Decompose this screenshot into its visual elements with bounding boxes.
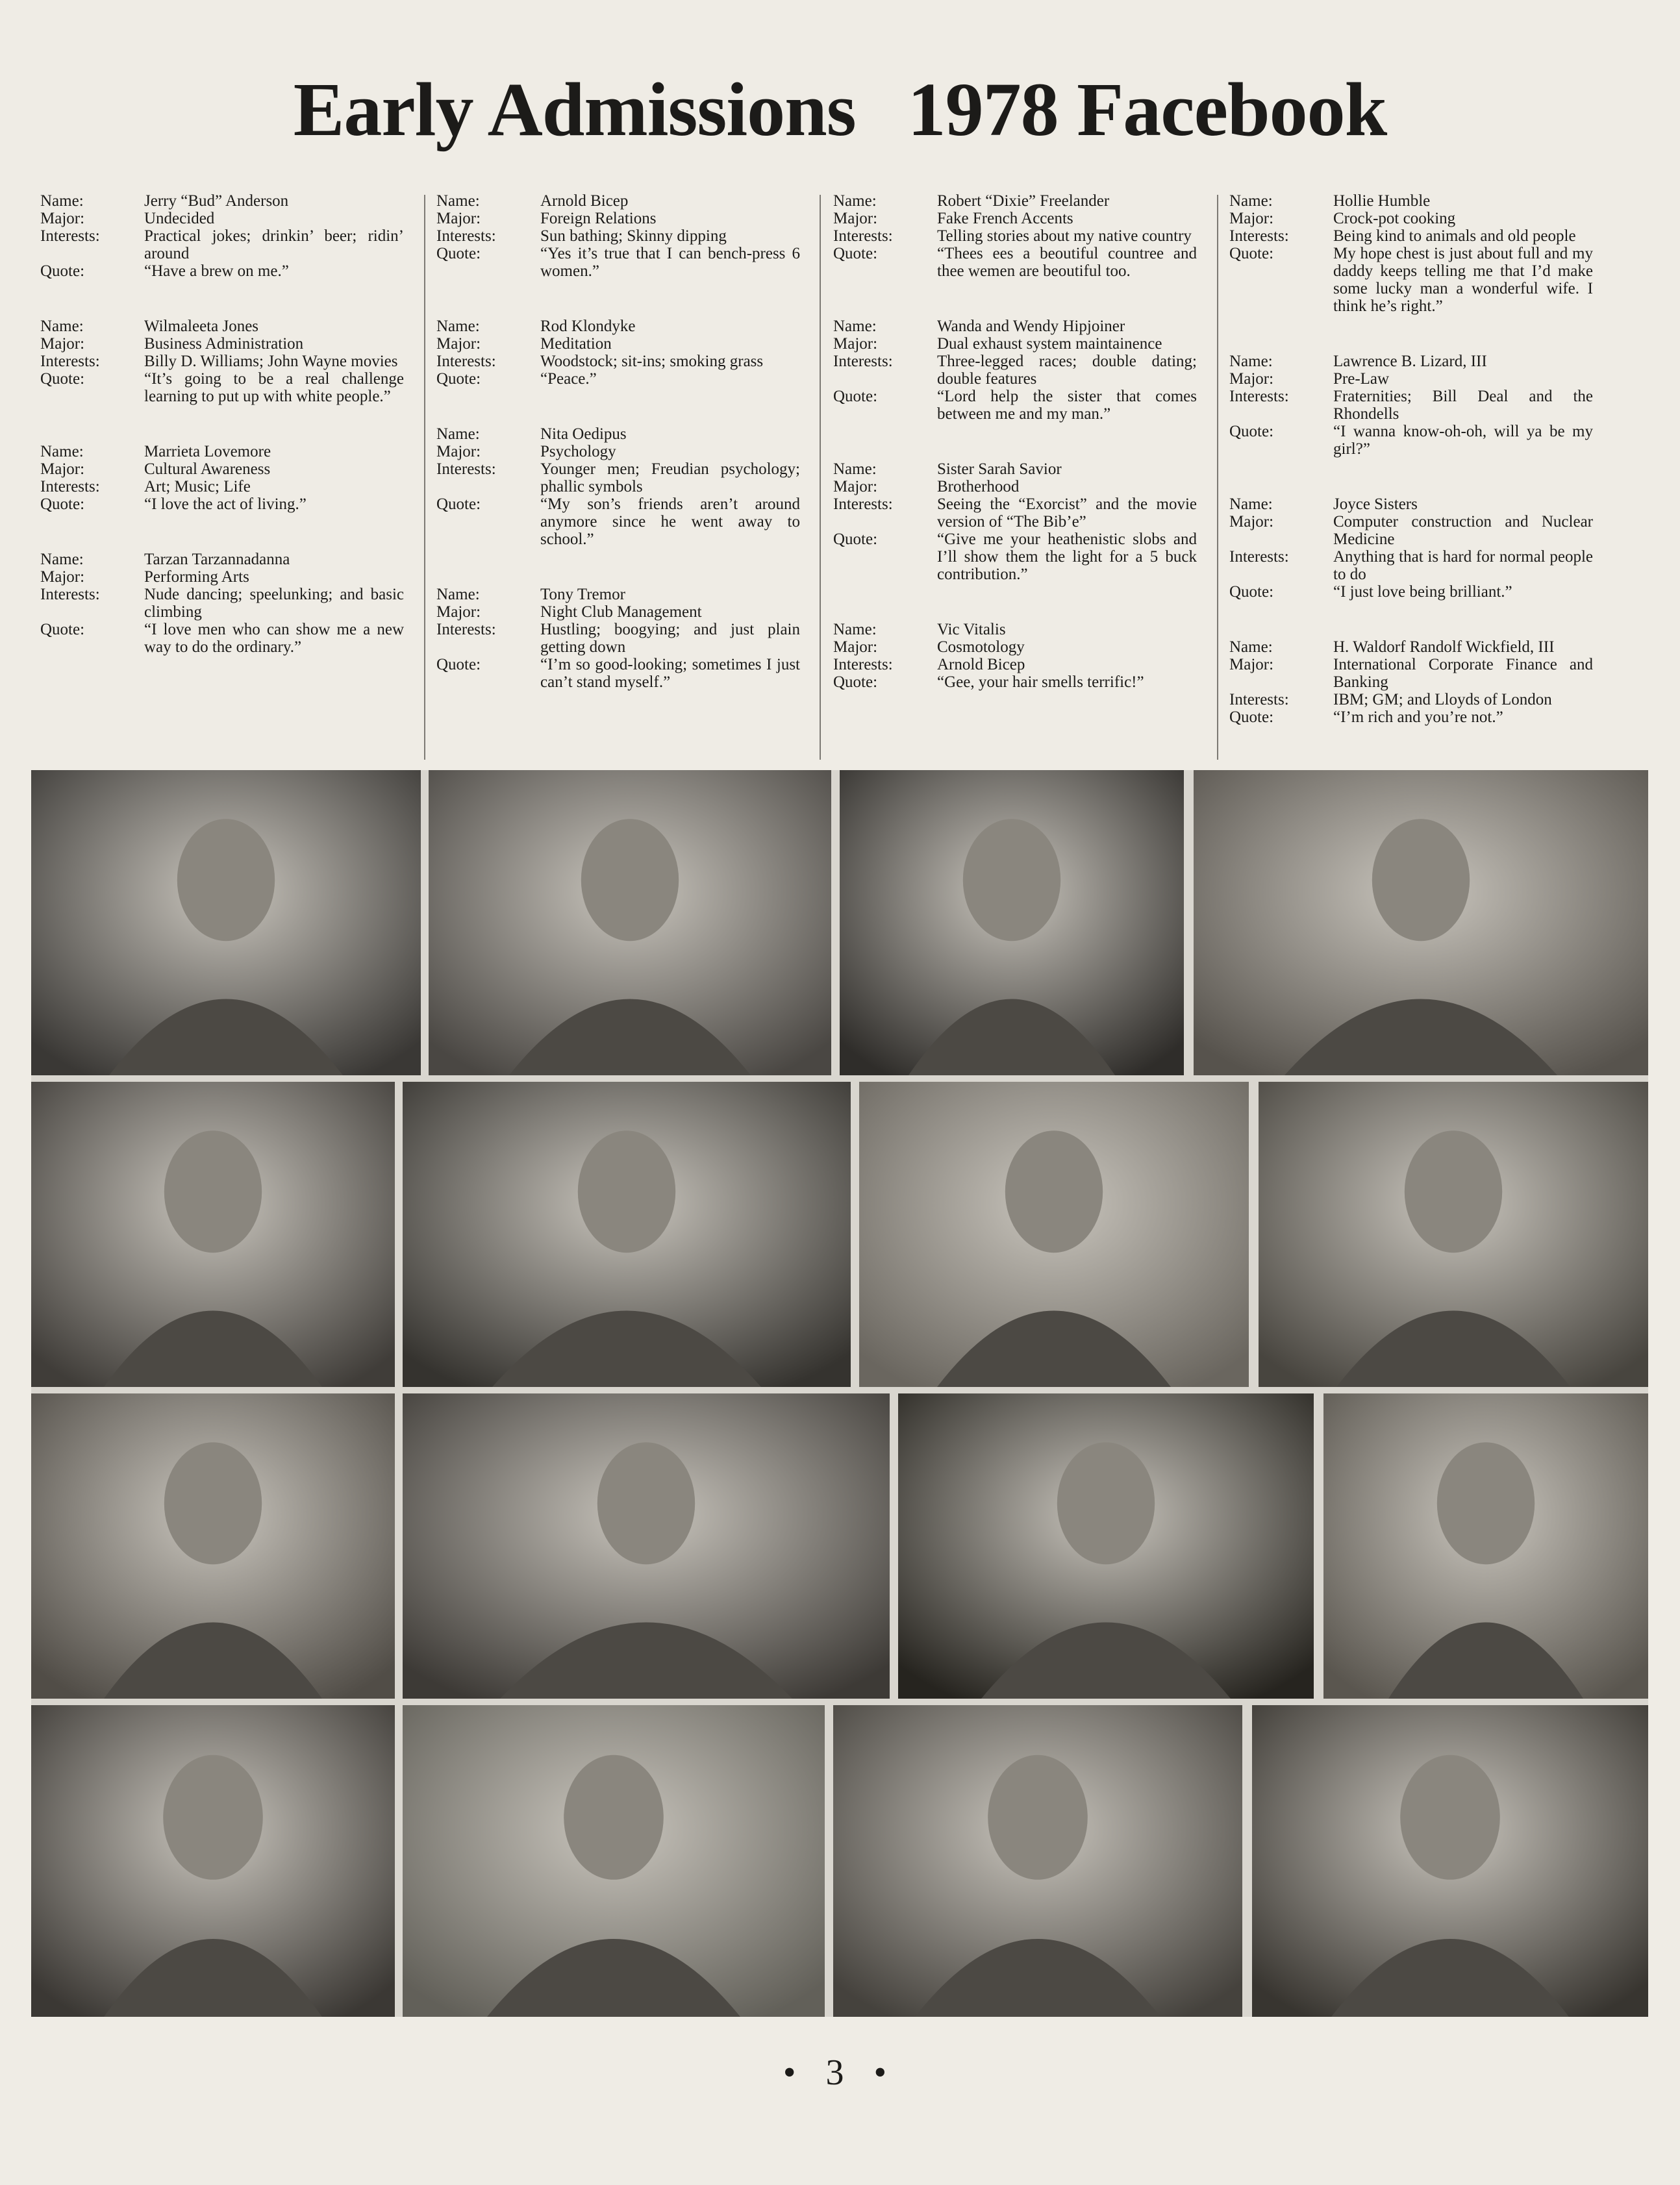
title-part-2: 1978 Facebook (907, 67, 1387, 152)
profile-interests: Anything that is hard for normal people to do (1333, 548, 1593, 583)
name-label: Name: (40, 551, 84, 568)
interests-label: Interests: (40, 227, 100, 245)
profile-interests: Art; Music; Life (144, 478, 251, 495)
hooded-figure-photo (898, 1393, 1314, 1699)
name-label: Name: (40, 443, 84, 460)
quote-label: Quote: (833, 673, 878, 691)
profile-major: Dual exhaust system maintainence (937, 335, 1162, 353)
interests-label: Interests: (40, 353, 100, 370)
quote-label: Quote: (1229, 583, 1274, 601)
profile-name: Marrieta Lovemore (144, 443, 271, 460)
name-label: Name: (1229, 192, 1273, 210)
profile-name: Nita Oedipus (540, 425, 627, 443)
weightlifter-photo (31, 770, 421, 1075)
interests-label: Interests: (40, 586, 100, 603)
profile-name: Tony Tremor (540, 586, 625, 603)
major-label: Major: (40, 210, 85, 227)
profile-major: International Corporate Finance and Banking (1333, 656, 1593, 691)
bikini-twins-photo (859, 1082, 1249, 1387)
profile-major: Foreign Relations (540, 210, 657, 227)
major-label: Major: (833, 638, 878, 656)
quote-label: Quote: (436, 656, 481, 673)
interests-label: Interests: (436, 621, 496, 638)
major-label: Major: (40, 335, 85, 353)
profile-quote: “I just love being brilliant.” (1333, 583, 1512, 601)
profile-entry (40, 318, 404, 405)
profile-quote: “I’m rich and you’re not.” (1333, 708, 1503, 726)
name-label: Name: (1229, 353, 1273, 370)
smiling-woman-scarf-photo (403, 1393, 890, 1699)
profile-interests: Being kind to animals and old people (1333, 227, 1576, 245)
profile-entry (833, 460, 1197, 583)
major-label: Major: (833, 335, 878, 353)
quote-label: Quote: (1229, 708, 1274, 726)
profile-name: Arnold Bicep (540, 192, 629, 210)
profile-interests: Woodstock; sit-ins; smoking grass (540, 353, 764, 370)
quote-label: Quote: (1229, 423, 1274, 440)
profile-entry (436, 425, 800, 548)
page-number: • 3 • (783, 2053, 897, 2093)
profile-major: Undecided (144, 210, 215, 227)
quote-label: Quote: (40, 370, 85, 388)
profile-interests: Arnold Bicep (937, 656, 1025, 673)
profile-major: Psychology (540, 443, 616, 460)
curly-woman-photo (31, 1082, 395, 1387)
profile-column-3 (833, 192, 1197, 729)
quote-label: Quote: (436, 370, 481, 388)
profile-entry (833, 621, 1197, 691)
major-label: Major: (1229, 513, 1274, 531)
profile-interests: Billy D. Williams; John Wayne movies (144, 353, 398, 370)
major-label: Major: (833, 210, 878, 227)
photo-collage (31, 770, 1648, 2017)
profile-name: Lawrence B. Lizard, III (1333, 353, 1487, 370)
profile-quote: “I love the act of living.” (144, 495, 307, 513)
major-label: Major: (40, 460, 85, 478)
profile-name: Joyce Sisters (1333, 495, 1418, 513)
profile-entry (833, 192, 1197, 280)
interests-label: Interests: (40, 478, 100, 495)
profile-name: Rod Klondyke (540, 318, 636, 335)
name-label: Name: (833, 318, 877, 335)
name-label: Name: (436, 192, 480, 210)
quote-label: Quote: (40, 495, 85, 513)
interests-label: Interests: (1229, 691, 1289, 708)
major-label: Major: (40, 568, 85, 586)
profile-major: Brotherhood (937, 478, 1020, 495)
bodybuilder-photo (429, 770, 831, 1075)
name-label: Name: (40, 192, 84, 210)
profile-name: H. Waldorf Randolf Wickfield, III (1333, 638, 1555, 656)
profile-interests: Practical jokes; drinkin’ beer; ridin’ around (144, 227, 404, 262)
profile-interests: Fraternities; Bill Deal and the Rhondells (1333, 388, 1593, 423)
profile-major: Fake French Accents (937, 210, 1073, 227)
major-label: Major: (436, 335, 481, 353)
interests-label: Interests: (833, 495, 893, 513)
interests-label: Interests: (436, 227, 496, 245)
profile-name: Robert “Dixie” Freelander (937, 192, 1110, 210)
quote-label: Quote: (40, 621, 85, 638)
profile-entry (1229, 495, 1593, 601)
name-label: Name: (436, 586, 480, 603)
profile-major: Crock-pot cooking (1333, 210, 1456, 227)
column-divider (820, 195, 821, 760)
profile-name: Wilmaleeta Jones (144, 318, 259, 335)
interests-label: Interests: (833, 227, 893, 245)
profile-name: Sister Sarah Savior (937, 460, 1062, 478)
interests-label: Interests: (1229, 388, 1289, 405)
quote-label: Quote: (833, 388, 878, 405)
profile-interests: Sun bathing; Skinny dipping (540, 227, 727, 245)
column-divider (1217, 195, 1218, 760)
profile-quote: “It’s going to be a real challenge learning to put up with white people.” (144, 370, 404, 405)
profile-entry (436, 318, 800, 388)
leaning-woman-photo (31, 1393, 395, 1699)
profile-quote: “Gee, your hair smells terrific!” (937, 673, 1144, 691)
profile-entry (40, 192, 404, 280)
page-title (0, 68, 1680, 152)
interests-label: Interests: (833, 353, 893, 370)
profile-name: Wanda and Wendy Hipjoiner (937, 318, 1125, 335)
major-label: Major: (436, 603, 481, 621)
profile-quote: “I’m so good-looking; sometimes I just can’t stand myself.” (540, 656, 800, 691)
profile-entry (436, 586, 800, 691)
profile-entry (1229, 353, 1593, 458)
column-divider (424, 195, 425, 760)
major-label: Major: (833, 478, 878, 495)
interests-label: Interests: (833, 656, 893, 673)
profile-major: Cosmotology (937, 638, 1025, 656)
profile-column-1 (40, 192, 404, 693)
profile-major: Performing Arts (144, 568, 249, 586)
bearded-man-photo (403, 1082, 851, 1387)
name-label: Name: (40, 318, 84, 335)
name-label: Name: (436, 425, 480, 443)
profile-column-2 (436, 192, 800, 729)
profile-quote: “Lord help the sister that comes between me and my man.” (937, 388, 1197, 423)
quote-label: Quote: (40, 262, 85, 280)
quote-label: Quote: (833, 531, 878, 548)
two-older-people-photo (403, 1705, 825, 2017)
profile-name: Vic Vitalis (937, 621, 1006, 638)
profile-quote: “Thees ees a beoutiful countree and thee wemen are beoutiful too. (937, 245, 1197, 280)
name-label: Name: (833, 621, 877, 638)
profile-interests: Seeing the “Exorcist” and the movie version of “The Bib’e” (937, 495, 1197, 531)
major-label: Major: (1229, 656, 1274, 673)
name-label: Name: (436, 318, 480, 335)
profile-name: Hollie Humble (1333, 192, 1431, 210)
name-label: Name: (833, 192, 877, 210)
profile-quote: “Yes it’s true that I can bench-press 6 women.” (540, 245, 800, 280)
major-label: Major: (436, 443, 481, 460)
profile-quote: “Peace.” (540, 370, 597, 388)
pipe-man-photo (840, 770, 1184, 1075)
profile-major: Computer construction and Nuclear Medicine (1333, 513, 1593, 548)
profile-entry (40, 443, 404, 513)
name-label: Name: (1229, 495, 1273, 513)
major-label: Major: (1229, 210, 1274, 227)
interests-label: Interests: (436, 353, 496, 370)
profile-major: Cultural Awareness (144, 460, 271, 478)
profile-name: Tarzan Tarzannadanna (144, 551, 290, 568)
profile-interests: Hustling; boogying; and just plain getting down (540, 621, 800, 656)
quote-label: Quote: (436, 495, 481, 513)
profile-quote: “Have a brew on me.” (144, 262, 289, 280)
profile-major: Pre-Law (1333, 370, 1390, 388)
profile-quote: “I wanna know-oh-oh, will ya be my girl?” (1333, 423, 1593, 458)
name-label: Name: (833, 460, 877, 478)
profile-entry (1229, 638, 1593, 726)
profile-entry (833, 318, 1197, 423)
profile-quote: “I love men who can show me a new way to do the ordinary.” (144, 621, 404, 656)
suit-man-photo (1252, 1705, 1648, 2017)
profile-interests: Telling stories about my native country (937, 227, 1192, 245)
quote-label: Quote: (1229, 245, 1274, 262)
profile-major: Night Club Management (540, 603, 702, 621)
robe-woman-photo (31, 1705, 395, 2017)
interests-label: Interests: (436, 460, 496, 478)
profile-entry (1229, 192, 1593, 315)
profile-interests: Nude dancing; speelunking; and basic climbing (144, 586, 404, 621)
major-label: Major: (1229, 370, 1274, 388)
smiling-woman-earrings-photo (1323, 1393, 1648, 1699)
profile-entry (40, 551, 404, 656)
quote-label: Quote: (833, 245, 878, 262)
profile-interests: Younger men; Freudian psychology; phallic symbols (540, 460, 800, 495)
name-label: Name: (1229, 638, 1273, 656)
polo-shirt-man-photo (1259, 1082, 1648, 1387)
profile-interests: IBM; GM; and Lloyds of London (1333, 691, 1552, 708)
title-part-1: Early Admissions (293, 67, 856, 152)
tractor-woman-photo (1194, 770, 1648, 1075)
profile-entry (436, 192, 800, 280)
profile-quote: “My son’s friends aren’t around anymore since he went away to school.” (540, 495, 800, 548)
quote-label: Quote: (436, 245, 481, 262)
interests-label: Interests: (1229, 548, 1289, 566)
hair-dryer-man-photo (833, 1705, 1242, 2017)
profile-major: Business Administration (144, 335, 304, 353)
profile-column-4 (1229, 192, 1593, 764)
major-label: Major: (436, 210, 481, 227)
profile-name: Jerry “Bud” Anderson (144, 192, 289, 210)
profile-interests: Three-legged races; double dating; double features (937, 353, 1197, 388)
profile-quote: “Give me your heathenistic slobs and I’ll show them the light for a 5 buck contribution.” (937, 531, 1197, 583)
interests-label: Interests: (1229, 227, 1289, 245)
profile-major: Meditation (540, 335, 612, 353)
profile-quote: My hope chest is just about full and my daddy keeps telling me that I’d make some lucky man a wonderful wife. I think he’s right.” (1333, 245, 1593, 315)
